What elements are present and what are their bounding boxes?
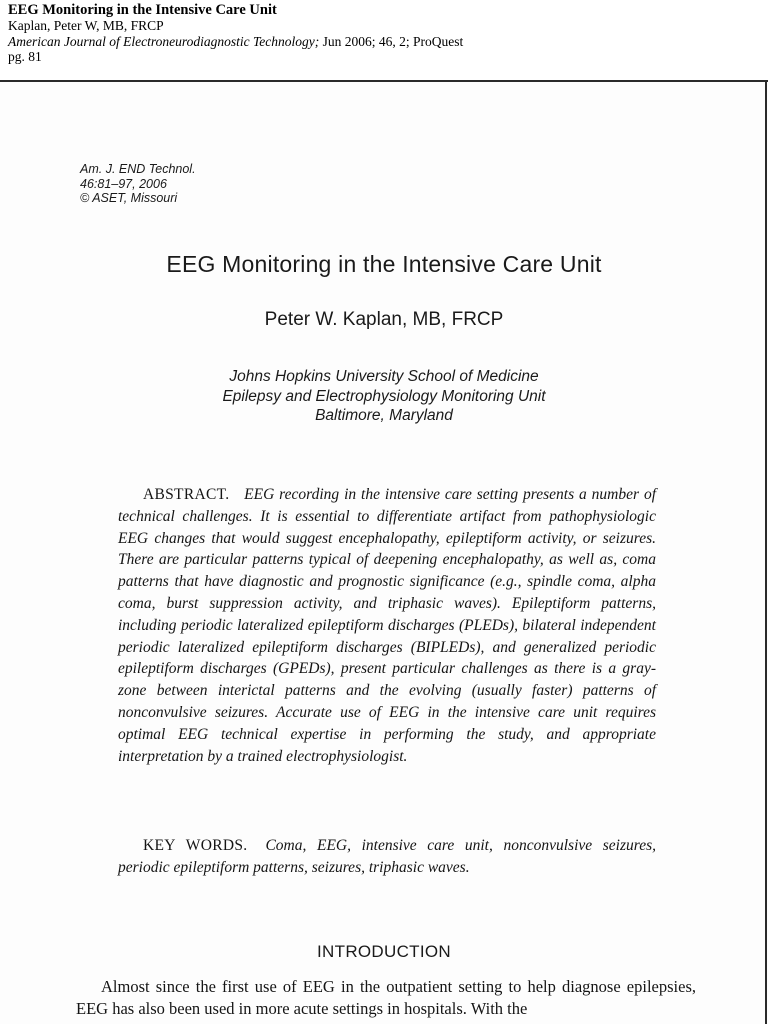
affiliation-location: Baltimore, Maryland (315, 407, 453, 424)
journal-reference-name: Am. J. END Technol. (80, 162, 196, 176)
citation-page: pg. 81 (8, 49, 42, 64)
abstract-label: ABSTRACT. (143, 486, 230, 503)
article-author: Peter W. Kaplan, MB, FRCP (264, 309, 504, 330)
citation-title: EEG Monitoring in the Intensive Care Unit (8, 2, 277, 18)
introduction-paragraph (76, 976, 696, 1020)
journal-reference-copyright: © ASET, Missouri (80, 191, 178, 205)
affiliation-institution: Johns Hopkins University School of Medicine (229, 368, 539, 385)
abstract (118, 484, 656, 767)
keywords (118, 835, 656, 879)
citation-journal: American Journal of Electroneurodiagnostic Technology; (8, 33, 320, 49)
citation-header (8, 2, 748, 65)
citation-author: Kaplan, Peter W, MB, FRCP (8, 18, 164, 33)
affiliation-unit: Epilepsy and Electrophysiology Monitoring Unit (222, 387, 546, 405)
journal-reference-volume: 46:81–97, 2006 (80, 176, 167, 191)
introduction-text: Almost since the first use of EEG in the outpatient setting to help diagnose epilepsies, EEG has also been used in more acute settings in hospitals. With the (76, 977, 696, 1018)
citation-source (8, 34, 748, 50)
page-right-border (765, 80, 767, 1024)
page-top-border (0, 80, 768, 82)
introduction-heading: INTRODUCTION (317, 942, 451, 961)
abstract-text: EEG recording in the intensive care setting presents a number of technical challenges. It is essential to differentiate artifact from pathophysiologic EEG changes that would suggest encephalopathy, epileptiform activity, or seizures. There are particular patterns typical of deepening encephalopathy, as well as, coma patterns that have diagnostic and prognostic significance (e.g., spindle coma, alpha coma, burst suppression activity, and triphasic waves). Epileptiform patterns, including periodic lateralized epileptiform discharges (PLEDs), bilateral independent periodic lateralized epileptiform discharges (BIPLEDs), and generalized periodic epileptiform discharges (GPEDs), present particular challenges as there is a gray-zone between interictal patterns and the evolving (usually faster) patterns of nonconvulsive seizures. Accurate use of EEG in the intensive care unit requires optimal EEG technical expertise in performing the study, and appropriate interpretation by a trained electrophysiologist. (118, 486, 656, 765)
journal-reference (80, 162, 196, 206)
scanned-page (0, 80, 768, 1024)
article-title: EEG Monitoring in the Intensive Care Unit (166, 251, 602, 277)
keywords-text: Coma, EEG, intensive care unit, nonconvulsive seizures, periodic epileptiform patterns, seizures, triphasic waves. (118, 837, 656, 876)
keywords-label: KEY WORDS. (143, 837, 248, 854)
author-affiliation (0, 367, 768, 426)
citation-issue: Jun 2006; 46, 2; ProQuest (319, 33, 464, 49)
